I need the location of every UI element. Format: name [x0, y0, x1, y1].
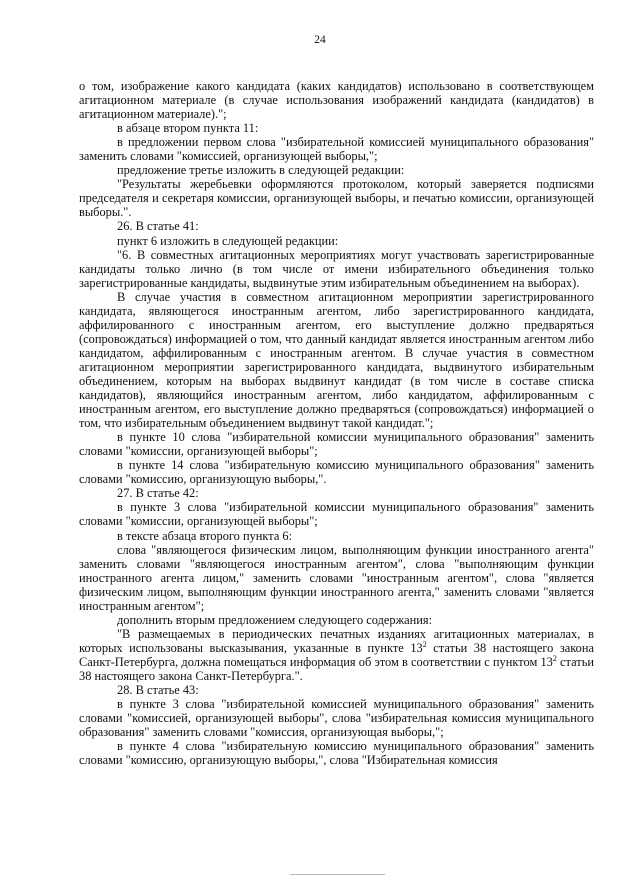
paragraph: предложение третье изложить в следующей редакции:	[117, 163, 405, 178]
paragraph: в пункте 14 слова "избирательную комиссию муниципального образования" заменить словами "комиссию, организующую выборы,".	[79, 458, 594, 487]
article-heading: 27. В статье 42:	[117, 486, 199, 501]
page-number: 24	[314, 34, 326, 46]
superscript: 2	[422, 639, 427, 649]
paragraph: "6. В совместных агитационных мероприятиях могут участвовать зарегистрированные кандидаты только лично (в том числе от имени избирательного объединения только зарегистрированные кандидаты, выдвинутые этим избирательным объединением на выборах).	[79, 247, 594, 290]
paragraph: "В размещаемых в периодических печатных изданиях агитационных материалах, в которых использованы высказывания, указанные в пункте $13^2$ статьи 38 настоящего закона Санкт-Петербурга, должна помещаться информация об этом в соответствии с пунктом $13^2$ статьи 38 настоящего закона Санкт-Петербурга.".	[79, 626, 594, 683]
paragraph: в абзаце втором пункта 11:	[117, 121, 259, 136]
paragraph: в пункте 10 слова "избирательной комиссии муниципального образования" заменить словами "комиссии, организующей выборы";	[79, 430, 594, 459]
scan-artifact-line	[290, 874, 385, 875]
document-body	[79, 79, 594, 767]
paragraph: слова "являющегося физическим лицом, выполняющим функции иностранного агента" заменить словами "являющегося иностранным агентом", слова "выполняющим функции иностранного агента лицом," заменить словами "иностранным агентом", слова "является физическим лицом, выполняющим функции иностранного агента," заменить словами "является иностранным агентом";	[79, 542, 594, 613]
paragraph: дополнить вторым предложением следующего содержания:	[117, 612, 433, 627]
article-heading: 28. В статье 43:	[117, 683, 199, 698]
paragraph: в пункте 4 слова "избирательную комиссию муниципального образования" заменить словами "комиссию, организующую выборы,", слова "Избирательная комиссия	[79, 739, 594, 768]
paragraph: "Результаты жеребьевки оформляются протоколом, который заверяется подписями председателя и секретаря комиссии, организующей выборы, и печатью комиссии, организующей выборы.".	[79, 177, 594, 220]
paragraph: в тексте абзаца второго пункта 6:	[117, 528, 293, 543]
paragraph: пункт 6 изложить в следующей редакции:	[117, 233, 339, 248]
article-heading: 26. В статье 41:	[117, 219, 199, 234]
paragraph: о том, изображение какого кандидата (каких кандидатов) использовано в соответствующем агитационном материале (в случае использования изображений кандидата (кандидатов) в агитационном материале).";	[79, 79, 594, 122]
paragraph: в предложении первом слова "избирательной комиссией муниципального образования" заменить словами "комиссией, организующей выборы,";	[79, 135, 594, 164]
paragraph: в пункте 3 слова "избирательной комиссией муниципального образования" заменить словами "комиссией, организующей выборы", слова "избирательная комиссия муниципального образования" заменить словами "комиссия, организующая выборы,";	[79, 697, 594, 740]
paragraph: в пункте 3 слова "избирательной комиссии муниципального образования" заменить словами "комиссии, организующей выборы";	[79, 500, 594, 529]
paragraph: В случае участия в совместном агитационном мероприятии зарегистрированного кандидата, являющегося иностранным агентом, либо зарегистрированного кандидата, аффилированного с иностранным агентом, его выступление должно предваряться (сопровождаться) информацией о том, что данный кандидат является иностранным агентом либо кандидатом, аффилированным с иностранным агентом. В случае участия в совместном агитационном мероприятии зарегистрированного кандидата, выдвинутого избирательным объединением, которым на выборах выдвинут кандидат (в том числе в составе списка кандидатов), являющийся иностранным агентом, либо кандидатом, аффилированным с иностранным агентом, его выступление должно предваряться (сопровождаться) информацией о том, что избирательным объединением выдвинут такой кандидат.";	[79, 289, 594, 431]
superscript: 2	[552, 653, 557, 663]
